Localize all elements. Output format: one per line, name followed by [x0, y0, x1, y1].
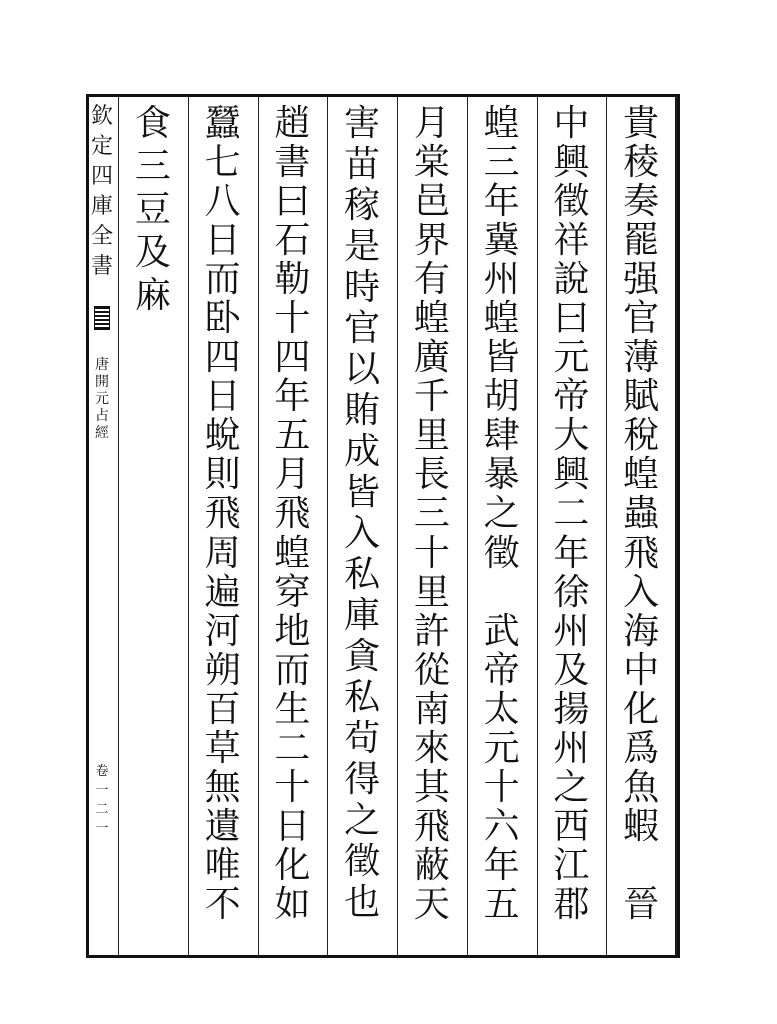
- text-column-char: 七: [204, 142, 241, 184]
- text-column-char: 海: [623, 610, 660, 652]
- text-column: [397, 103, 467, 926]
- text-column-char: 大: [553, 415, 590, 457]
- text-column: [188, 103, 258, 926]
- text-column-char: 曰: [553, 298, 590, 340]
- text-column-char: 爲: [623, 727, 660, 769]
- text-column-char: 則: [204, 454, 241, 496]
- text-column-char: 卧: [204, 298, 241, 340]
- text-column-char: 食: [134, 103, 171, 144]
- text-column-char: 年: [553, 532, 590, 574]
- text-column-char: 茍: [344, 718, 381, 759]
- text-column-char: 苗: [344, 144, 381, 185]
- text-column-char: 四: [274, 337, 311, 379]
- text-column-char: 州: [553, 727, 590, 769]
- text-column-char: 以: [344, 349, 381, 390]
- text-column-char: 蝗: [413, 298, 450, 340]
- text-column-char: 中: [553, 103, 590, 144]
- text-column-char: 年: [483, 844, 520, 886]
- text-column-char: 蛻: [204, 415, 241, 457]
- text-column-char: 而: [204, 259, 241, 301]
- text-column-char: 貪: [344, 636, 381, 677]
- text-column-char: 朔: [204, 649, 241, 691]
- text-column-char: 皆: [483, 337, 520, 379]
- text-column-char: 飛: [204, 493, 241, 535]
- text-column-char: 元: [483, 727, 520, 769]
- book-title-char: 占: [95, 408, 109, 424]
- text-column-char: 之: [553, 766, 590, 808]
- text-column-char: 蝗: [483, 298, 520, 340]
- text-column-char: 趙: [274, 103, 311, 144]
- text-column-char: 飛: [413, 805, 450, 847]
- text-column-char: 江: [553, 844, 590, 886]
- text-column-char: 說: [553, 259, 590, 301]
- text-column-char: 界: [413, 220, 450, 262]
- text-column-char: 四: [204, 337, 241, 379]
- text-column-char: 三: [413, 493, 450, 535]
- text-column-char: 周: [204, 532, 241, 574]
- text-column-char: 有: [413, 259, 450, 301]
- text-column-char: [619, 848, 663, 887]
- text-column-char: 百: [204, 688, 241, 730]
- text-column-char: 魚: [623, 766, 660, 808]
- text-column-char: 罷: [623, 220, 660, 262]
- text-column-char: 許: [413, 610, 450, 652]
- text-column-char: 揚: [553, 688, 590, 730]
- text-column-char: 生: [274, 688, 311, 730]
- text-column: [327, 103, 397, 926]
- text-column-char: 無: [204, 766, 241, 808]
- text-column-char: 不: [204, 883, 241, 925]
- text-column-char: 賄: [344, 390, 381, 431]
- text-column-char: 年: [483, 181, 520, 223]
- text-column-char: 唯: [204, 844, 241, 886]
- text-column-char: 官: [344, 308, 381, 349]
- text-column-char: 三: [483, 142, 520, 184]
- text-column-char: 時: [344, 267, 381, 308]
- text-column-char: 飛: [623, 532, 660, 574]
- text-column-char: 日: [274, 805, 311, 847]
- text-column-char: 廣: [413, 337, 450, 379]
- library-title-char: 定: [90, 134, 113, 159]
- text-column-char: 曰: [274, 181, 311, 223]
- text-column-char: 遍: [204, 571, 241, 613]
- text-column-char: 來: [413, 727, 450, 769]
- text-column: [467, 103, 537, 926]
- library-title-char: 四: [90, 164, 113, 189]
- text-column-char: 蝗: [274, 532, 311, 574]
- text-column-char: 蔽: [413, 844, 450, 886]
- text-column-char: 元: [553, 337, 590, 379]
- text-column-char: 害: [344, 103, 381, 144]
- text-column-char: 徐: [553, 571, 590, 613]
- text-column-char: 里: [413, 415, 450, 457]
- text-column-char: 石: [274, 220, 311, 262]
- text-column-char: 武: [483, 610, 520, 652]
- text-column-char: 二: [553, 493, 590, 535]
- library-title-char: 全: [90, 224, 113, 249]
- text-column-char: 蠶: [204, 103, 241, 144]
- text-column-char: 州: [483, 259, 520, 301]
- text-column-char: 入: [344, 513, 381, 554]
- text-column-char: 貴: [623, 103, 660, 144]
- text-column-char: 遺: [204, 805, 241, 847]
- text-column-char: 里: [413, 571, 450, 613]
- text-column-char: 興: [553, 142, 590, 184]
- text-column-char: 徵: [553, 181, 590, 223]
- text-column-char: 官: [623, 298, 660, 340]
- text-column-char: 肆: [483, 415, 520, 457]
- text-column-char: 十: [483, 766, 520, 808]
- text-column-char: 强: [623, 259, 660, 301]
- text-column-char: 蝗: [623, 454, 660, 496]
- library-title: [91, 106, 113, 286]
- text-column-char: 胡: [483, 376, 520, 418]
- text-column-char: 從: [413, 649, 450, 691]
- text-column-char: 徵: [483, 532, 520, 574]
- text-column-char: 私: [344, 677, 381, 718]
- text-column-char: 地: [274, 610, 311, 652]
- text-column-char: 邑: [413, 181, 450, 223]
- text-column-char: 月: [413, 103, 450, 144]
- text-column-char: 祥: [553, 220, 590, 262]
- text-column-char: 帝: [483, 649, 520, 691]
- text-column-char: 蝗: [483, 103, 520, 144]
- text-column-char: 是: [344, 226, 381, 267]
- text-column-char: 稼: [344, 185, 381, 226]
- text-column-char: [480, 575, 524, 614]
- text-column-char: 之: [483, 493, 520, 535]
- text-column: [606, 103, 676, 926]
- text-column-char: 長: [413, 454, 450, 496]
- text-column-char: 蝦: [623, 805, 660, 847]
- text-column-char: 也: [344, 882, 381, 923]
- text-column-char: 十: [274, 766, 311, 808]
- text-column-char: 日: [204, 220, 241, 262]
- text-column-char: 私: [344, 554, 381, 595]
- book-title: [95, 358, 109, 443]
- text-column-char: 豆: [134, 189, 171, 230]
- fishtail-mark: [94, 306, 110, 330]
- text-column-char: 賦: [623, 376, 660, 418]
- text-column-char: 南: [413, 688, 450, 730]
- text-column-char: 奏: [623, 181, 660, 223]
- text-column-char: 八: [204, 181, 241, 223]
- text-column-char: 如: [274, 883, 311, 925]
- text-column-char: 興: [553, 454, 590, 496]
- text-column-char: 稅: [623, 415, 660, 457]
- text-column-char: 化: [623, 688, 660, 730]
- text-column-char: 三: [134, 146, 171, 187]
- library-title-char: 書: [90, 254, 113, 279]
- text-column-char: 而: [274, 649, 311, 691]
- text-column-char: 薄: [623, 337, 660, 379]
- library-title-char: 欽: [90, 104, 113, 129]
- text-column: [537, 103, 607, 926]
- text-column-char: 穿: [274, 571, 311, 613]
- text-column-char: 之: [344, 800, 381, 841]
- text-column-char: 成: [344, 431, 381, 472]
- text-column-char: 中: [623, 649, 660, 691]
- text-column-char: 年: [274, 376, 311, 418]
- text-column: [258, 103, 328, 926]
- text-column-char: 晉: [623, 883, 660, 925]
- text-column-char: 十: [413, 532, 450, 574]
- text-column-char: 二: [274, 727, 311, 769]
- text-column-char: 麻: [134, 275, 171, 316]
- text-column-char: 徵: [344, 841, 381, 882]
- text-column-char: 帝: [553, 376, 590, 418]
- text-column-char: 六: [483, 805, 520, 847]
- text-column-char: 及: [553, 649, 590, 691]
- text-column-char: 五: [274, 415, 311, 457]
- text-column-char: 太: [483, 688, 520, 730]
- text-column-char: 天: [413, 883, 450, 925]
- text-column-char: 十: [274, 298, 311, 340]
- folio-number: 卷一二一: [95, 764, 109, 836]
- text-column-char: 棠: [413, 142, 450, 184]
- text-column-char: 千: [413, 376, 450, 418]
- text-column-char: 庫: [344, 595, 381, 636]
- text-column: [118, 103, 188, 926]
- text-column-char: 草: [204, 727, 241, 769]
- book-title-char: 元: [95, 391, 109, 407]
- book-title-char: 唐: [95, 357, 109, 373]
- book-title-char: 經: [95, 425, 109, 441]
- text-column-char: 皆: [344, 472, 381, 513]
- text-column-char: 蟲: [623, 493, 660, 535]
- book-title-char: 開: [95, 374, 109, 390]
- text-column-char: 月: [274, 454, 311, 496]
- text-column-char: 及: [134, 232, 171, 273]
- text-column-char: 日: [204, 376, 241, 418]
- text-column-char: 化: [274, 844, 311, 886]
- column-rule: [676, 97, 677, 955]
- text-column-char: 郡: [553, 883, 590, 925]
- text-column-char: 五: [483, 883, 520, 925]
- text-column-char: 書: [274, 142, 311, 184]
- text-column-char: 入: [623, 571, 660, 613]
- text-column-char: 州: [553, 610, 590, 652]
- text-column-char: 河: [204, 610, 241, 652]
- text-column-char: 勒: [274, 259, 311, 301]
- text-column-char: 得: [344, 759, 381, 800]
- text-column-char: 冀: [483, 220, 520, 262]
- library-title-char: 庫: [90, 194, 113, 219]
- text-column-char: 暴: [483, 454, 520, 496]
- text-column-char: 其: [413, 766, 450, 808]
- text-column-char: 飛: [274, 493, 311, 535]
- text-column-char: 西: [553, 805, 590, 847]
- text-column-char: 稜: [623, 142, 660, 184]
